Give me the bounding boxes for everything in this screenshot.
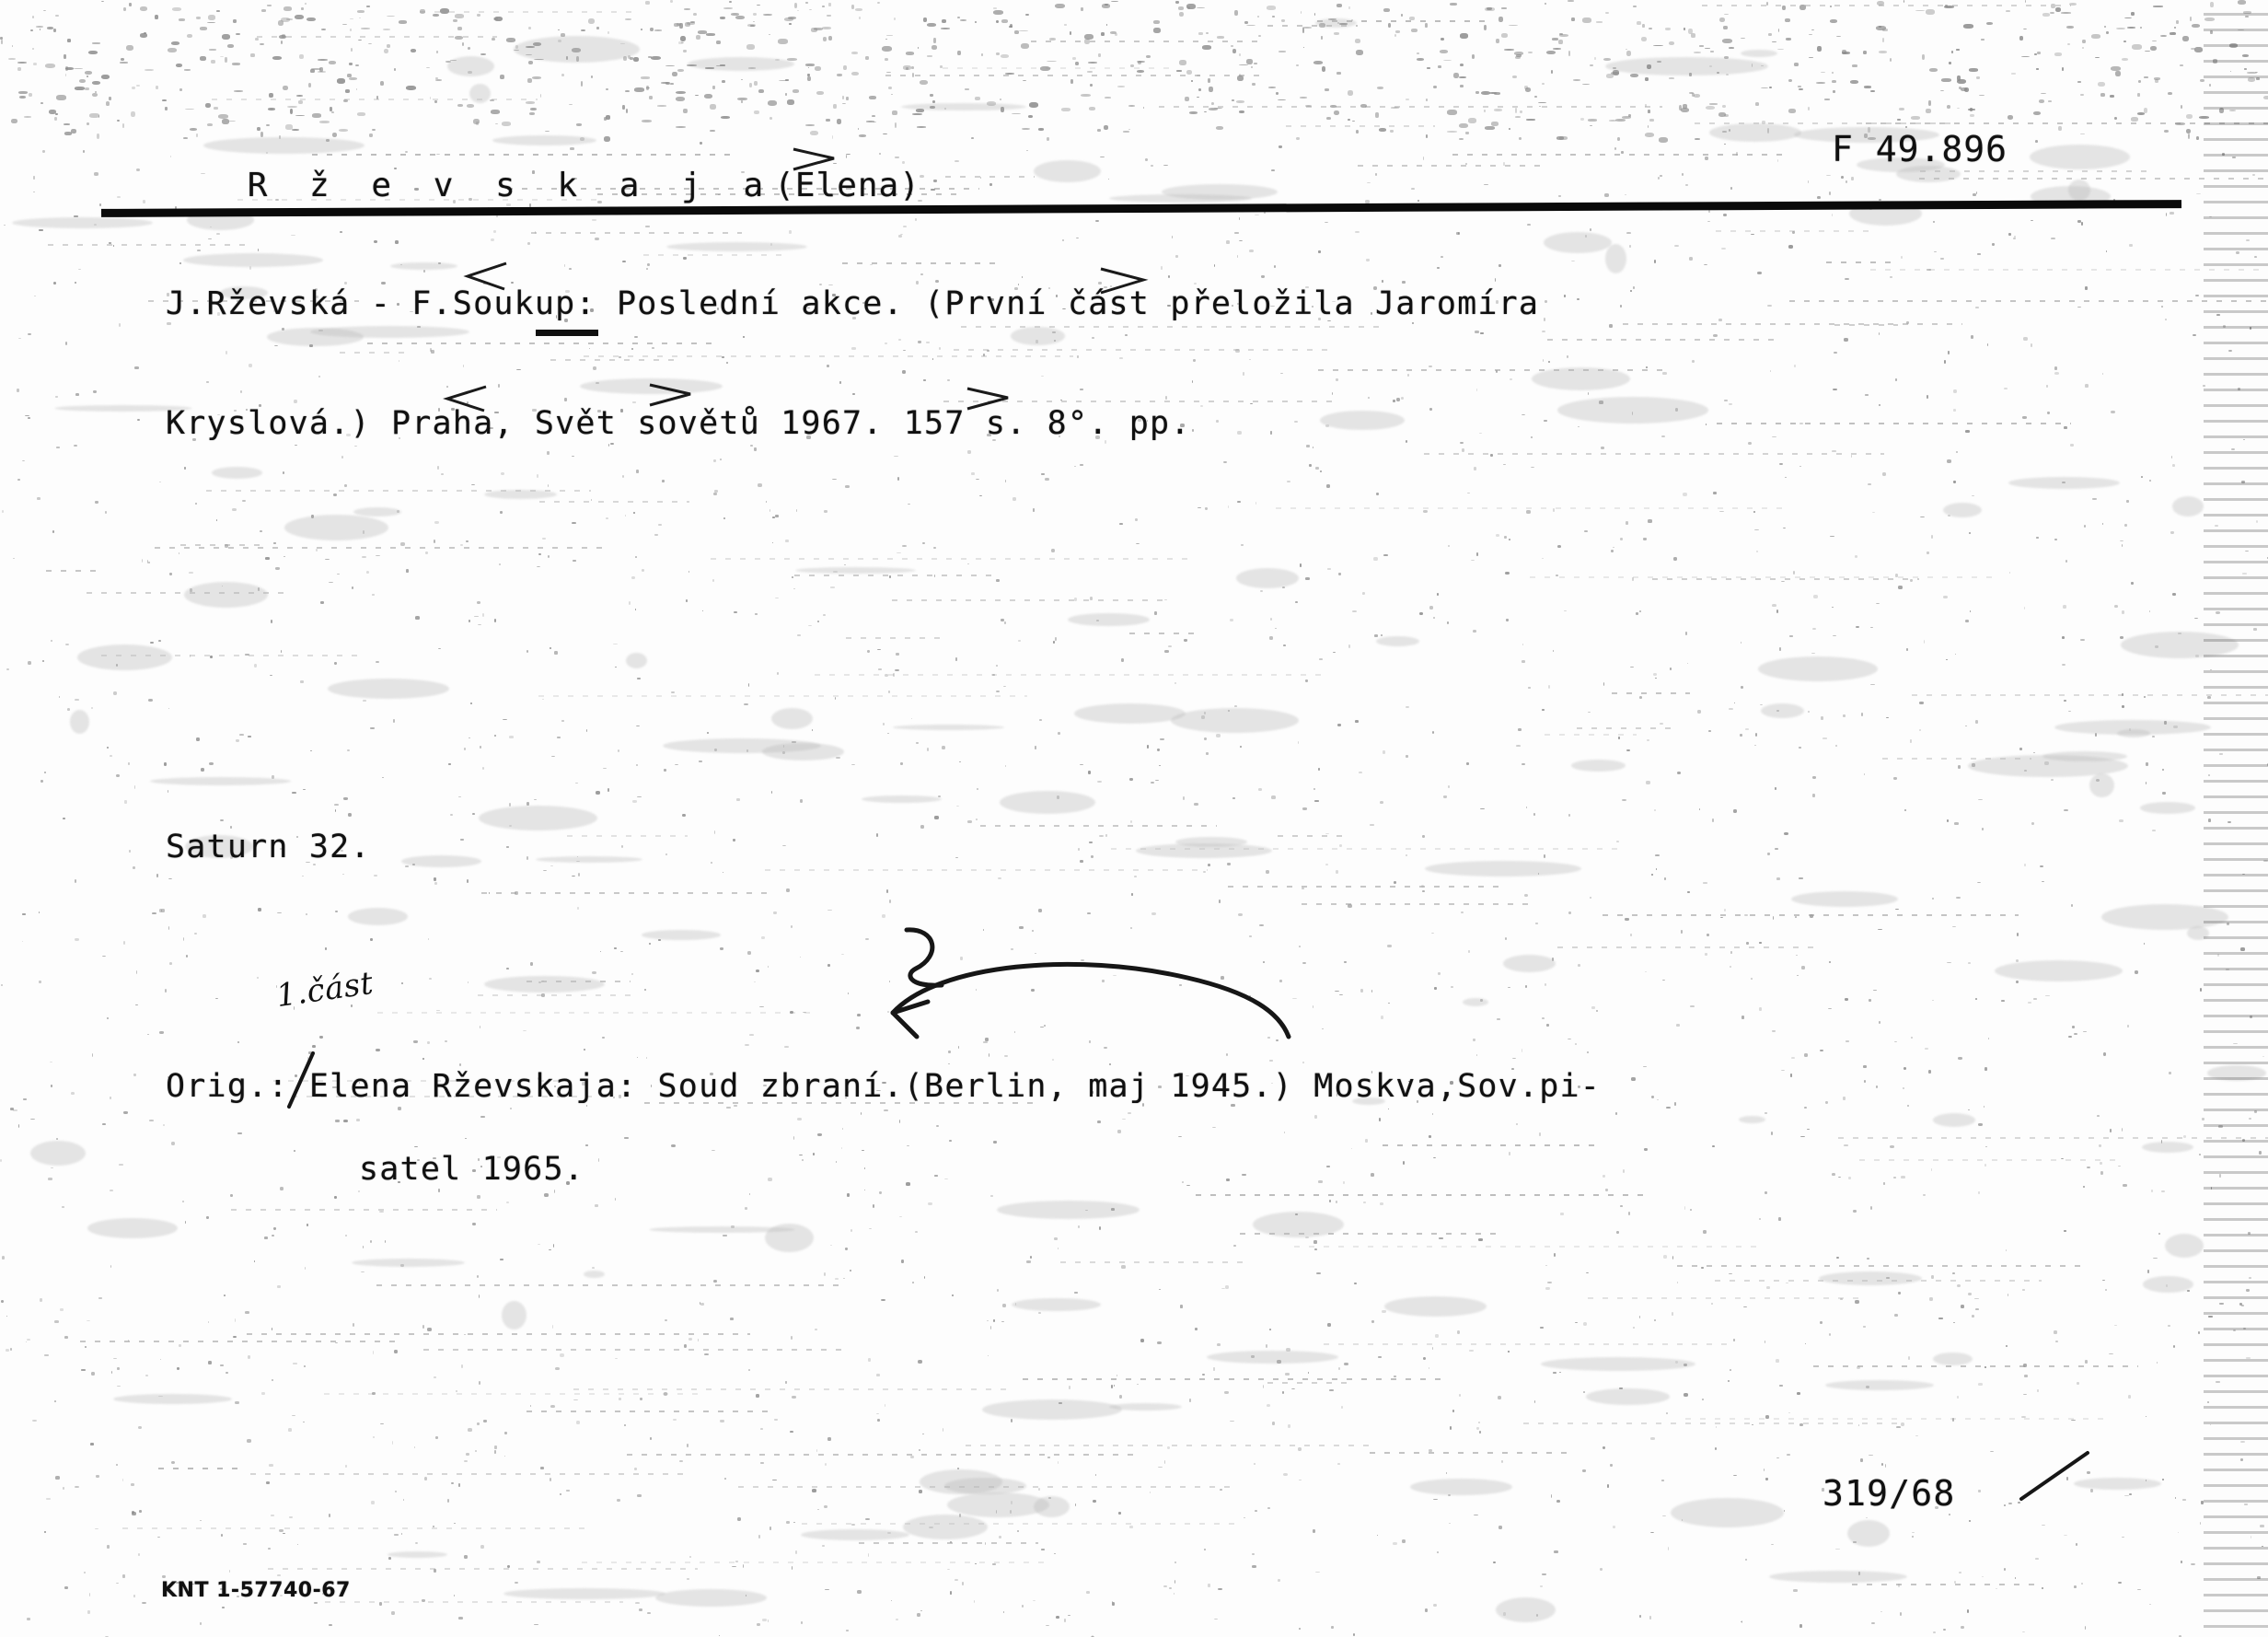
series-note: Saturn 32.	[166, 829, 371, 865]
underline-mark	[536, 330, 598, 336]
title-line-2: Kryslová.) Praha, Svět sovětů 1967. 157 s. 8°. pp.	[166, 405, 1191, 442]
accession-number: 319/68	[1822, 1473, 1956, 1514]
handwritten-note: 1.část	[273, 964, 376, 1016]
pen-squiggle-icon	[888, 921, 971, 1004]
original-title-line-1: Orig.: Elena Rževskaja: Soud zbraní.(Berlin, maj 1945.) Moskva,Sov.pi-	[166, 1068, 1602, 1105]
call-number: F 49.896	[1832, 129, 2008, 169]
original-title-line-2: satel 1965.	[359, 1151, 584, 1188]
pen-arrow-icon	[884, 948, 1381, 1059]
title-line-1: J.Rževská - F.Soukup: Poslední akce. (První část přeložila Jaromíra	[166, 285, 1540, 322]
author-heading	[164, 129, 920, 242]
author-heading-forename: (Elena)	[774, 167, 920, 204]
printer-code: KNT 1-57740-67	[161, 1579, 351, 1602]
pen-tick-icon	[2016, 1445, 2099, 1510]
author-heading-surname: R ž e v s k a j a	[247, 167, 775, 204]
